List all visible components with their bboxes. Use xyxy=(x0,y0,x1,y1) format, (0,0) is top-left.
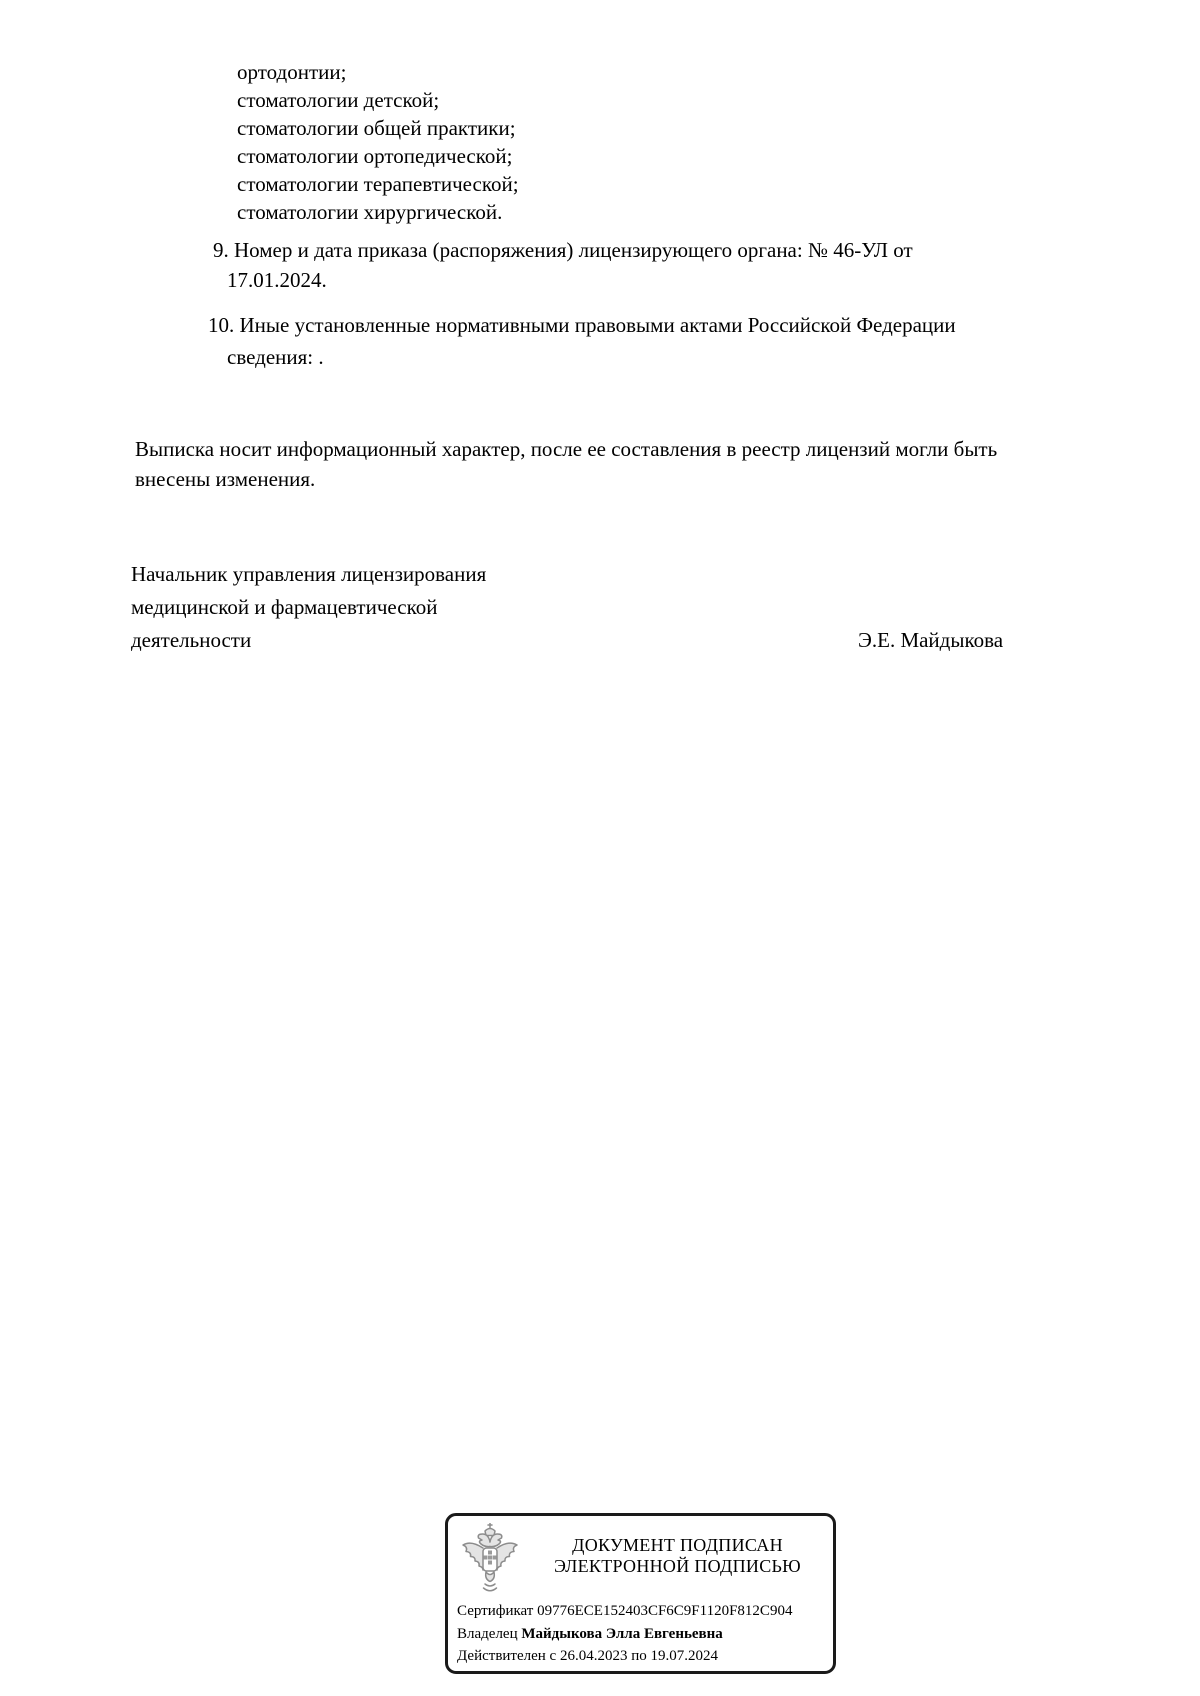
owner-label: Владелец xyxy=(457,1625,522,1642)
specialty-item: стоматологии терапевтической; xyxy=(237,172,519,196)
stamp-title xyxy=(526,1535,829,1577)
stamp-details xyxy=(457,1600,792,1668)
note-line-2: внесены изменения. xyxy=(135,467,316,491)
specialty-item: стоматологии хирургической. xyxy=(237,200,503,224)
double-headed-eagle-icon xyxy=(460,1523,520,1598)
stamp-title-line-2: ЭЛЕКТРОННОЙ ПОДПИСЬЮ xyxy=(554,1556,801,1576)
specialty-item: стоматологии общей практики; xyxy=(237,116,516,140)
note-line-1: Выписка носит информационный характер, после ее составления в реестр лицензий могли быть xyxy=(135,437,998,461)
owner-value: Майдыкова Элла Евгеньевна xyxy=(521,1625,723,1642)
signer-position-line-1: Начальник управления лицензирования xyxy=(131,562,487,586)
signer-position-line-3: деятельности xyxy=(131,628,252,652)
specialties-list xyxy=(237,58,519,226)
certificate-value: 09776ECE152403CF6C9F1120F812C904 xyxy=(537,1603,793,1619)
specialty-item: стоматологии ортопедической; xyxy=(237,144,513,168)
item-9-line-2: 17.01.2024. xyxy=(227,268,327,292)
signer-position-line-2: медицинской и фармацевтической xyxy=(131,595,438,619)
item-10-line-2: сведения: . xyxy=(227,345,324,369)
stamp-title-line-1: ДОКУМЕНТ ПОДПИСАН xyxy=(572,1535,783,1555)
stamp-owner-line xyxy=(457,1623,792,1646)
item-10-line-1: 10. Иные установленные нормативными правовыми актами Российской Федерации xyxy=(208,313,956,337)
stamp-certificate-line xyxy=(457,1600,792,1623)
certificate-label: Сертификат xyxy=(457,1603,538,1619)
item-9-line-1: 9. Номер и дата приказа (распоряжения) лицензирующего органа: № 46-УЛ от xyxy=(213,238,913,262)
stamp-validity-line: Действителен с 26.04.2023 по 19.07.2024 xyxy=(457,1648,718,1664)
electronic-signature-stamp xyxy=(445,1513,836,1674)
signer-name: Э.Е. Майдыкова xyxy=(858,628,1004,652)
specialty-item: стоматологии детской; xyxy=(237,88,440,112)
specialty-item: ортодонтии; xyxy=(237,60,347,84)
